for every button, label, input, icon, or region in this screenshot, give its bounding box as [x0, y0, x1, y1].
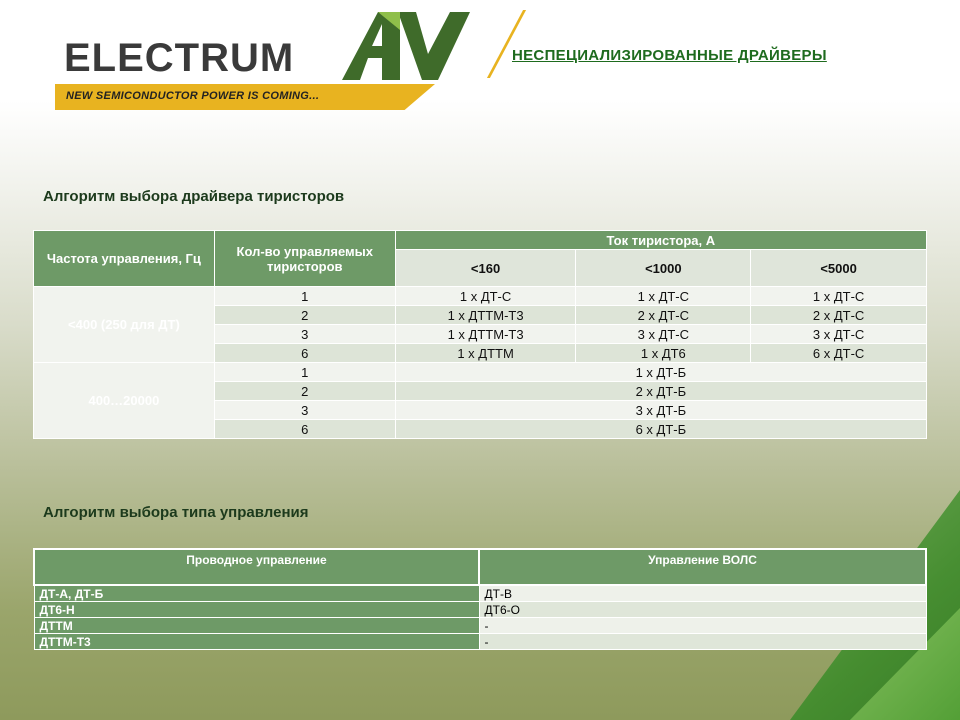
section-title-thyristor-driver: Алгоритм выбора драйвера тиристоров: [43, 188, 345, 205]
cell-value: 3 х ДТ-С: [576, 325, 751, 344]
header-current-5000: <5000: [751, 250, 927, 287]
cell-fiber: ДТ6-О: [479, 602, 926, 618]
cell-wired: ДТ6-Н: [34, 602, 479, 618]
cell-wired: ДТТМ-Т3: [34, 634, 479, 650]
cell-count: 6: [214, 420, 395, 439]
cell-wired: ДТТМ: [34, 618, 479, 634]
cell-value: 1 х ДТТМ-Т3: [395, 306, 576, 325]
header-thyristor-count: Кол-во управляемых тиристоров: [214, 231, 395, 287]
header-thyristor-current: Ток тиристора, А: [395, 231, 926, 250]
control-type-table: [33, 548, 927, 650]
thyristor-driver-table: [33, 230, 927, 439]
group-label-high-freq: 400…20000: [34, 363, 215, 439]
logo-tagline: NEW SEMICONDUCTOR POWER IS COMING...: [66, 90, 320, 102]
cell-wired: ДТ-А, ДТ-Б: [34, 585, 479, 602]
cell-count: 1: [214, 363, 395, 382]
header-frequency: Частота управления, Гц: [34, 231, 215, 287]
cell-value: 1 х ДТ-С: [751, 287, 927, 306]
cell-value: 2 х ДТ-С: [576, 306, 751, 325]
table-row: [34, 287, 927, 306]
logo-text: ELECTRUM: [64, 36, 295, 80]
cell-value: 1 х ДТ6: [576, 344, 751, 363]
header-wired-control: Проводное управление: [34, 549, 479, 585]
cell-value: 1 х ДТТМ-Т3: [395, 325, 576, 344]
cell-fiber: ДТ-В: [479, 585, 926, 602]
cell-count: 1: [214, 287, 395, 306]
cell-value: 6 х ДТ-С: [751, 344, 927, 363]
section-title-control-type: Алгоритм выбора типа управления: [43, 504, 309, 521]
cell-count: 3: [214, 325, 395, 344]
header-divider: [487, 10, 526, 78]
table-row: [34, 363, 927, 382]
cell-count: 2: [214, 382, 395, 401]
cell-count: 3: [214, 401, 395, 420]
table-row: [34, 585, 926, 602]
table-row: [34, 618, 926, 634]
table-row: [34, 634, 926, 650]
cell-count: 6: [214, 344, 395, 363]
cell-value: 1 х ДТ-С: [395, 287, 576, 306]
cell-value: 3 х ДТ-Б: [395, 401, 926, 420]
cell-count: 2: [214, 306, 395, 325]
header-current-1000: <1000: [576, 250, 751, 287]
cell-value: 2 х ДТ-С: [751, 306, 927, 325]
cell-value: 1 х ДТТМ: [395, 344, 576, 363]
header-current-160: <160: [395, 250, 576, 287]
cell-value: 6 х ДТ-Б: [395, 420, 926, 439]
cell-value: 3 х ДТ-С: [751, 325, 927, 344]
cell-fiber: -: [479, 618, 926, 634]
group-label-low-freq: <400 (250 для ДТ): [34, 287, 215, 363]
page-title: НЕСПЕЦИАЛИЗИРОВАННЫЕ ДРАЙВЕРЫ: [512, 47, 827, 64]
table-row: [34, 602, 926, 618]
cell-fiber: -: [479, 634, 926, 650]
header-fiber-control: Управление ВОЛС: [479, 549, 926, 585]
logo-av-icon: [338, 10, 478, 82]
cell-value: 2 х ДТ-Б: [395, 382, 926, 401]
cell-value: 1 х ДТ-Б: [395, 363, 926, 382]
cell-value: 1 х ДТ-С: [576, 287, 751, 306]
